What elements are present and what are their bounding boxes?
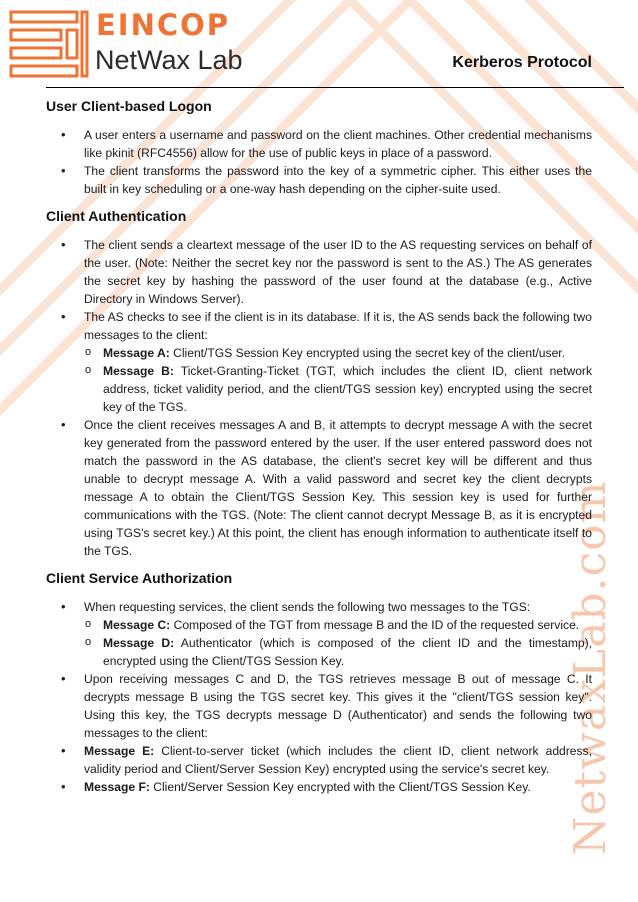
logo-subtitle-text: NetWax Lab — [95, 45, 243, 75]
list-item: • Upon receiving messages C and D, the TGS retrieves message B out of message C. It decrypts message B using the TGS secret key. This gives it the "client/TGS session key". Using this key, the TGS decrypts message D (Authenticator) and sends the following two messages to the client: — [46, 670, 592, 742]
logon-list — [46, 126, 592, 198]
service-auth-list — [46, 598, 592, 796]
sub-list-item — [84, 344, 592, 362]
section-title-client-auth: Client Authentication — [46, 208, 187, 224]
message-text: Ticket-Granting-Ticket (TGT, which includes the client ID, client network address, ticket validity period, and the client/TGS session key) encrypted using the secret key of the TGS. — [103, 364, 593, 414]
page-header — [0, 0, 638, 90]
list-item-text: When requesting services, the client sends the following two messages to the TGS: — [84, 600, 531, 614]
list-item — [46, 308, 592, 416]
message-text: Client/TGS Session Key encrypted using the secret key of the client/user. — [169, 346, 566, 360]
logo-brand-text: EINCOP — [96, 8, 231, 42]
message-text: Client/Server Session Key encrypted with the Client/TGS Session Key. — [149, 780, 531, 794]
section-title-logon: User Client-based Logon — [46, 98, 212, 114]
list-item: • The client sends a cleartext message of the user ID to the AS requesting services on behalf of the user. (Note: Neither the secret key nor the password is sent to the AS.) The AS generates the secret key by hashing the password of the user found at the database (e.g., Active Directory in Windows Server). — [46, 236, 592, 308]
message-label: Message C: — [103, 618, 171, 632]
message-label: Message E: — [84, 744, 155, 758]
eincop-logo-icon — [9, 10, 89, 78]
site-watermark: NetwaxLab.com — [565, 480, 616, 855]
sub-list — [84, 344, 592, 416]
list-item-text: The AS checks to see if the client is in its database. If it is, the AS sends back the following two messages to the client: — [84, 310, 592, 342]
sub-list-item — [84, 634, 592, 670]
message-label: Message B: — [103, 364, 174, 378]
document-title: Kerberos Protocol — [452, 54, 592, 71]
list-item — [46, 778, 592, 796]
message-text: Client-to-server ticket (which includes the client ID, client network address, validity period and Client/Server Session Key) encrypted using the service's secret key. — [84, 744, 592, 776]
header-divider — [46, 87, 624, 88]
message-label: Message A: — [103, 346, 170, 360]
message-label: Message F: — [84, 780, 150, 794]
list-item: • Once the client receives messages A and B, it attempts to decrypt message A with the secret key generated from the password entered by the user. If the user entered password does not match the password in the AS database, the client's secret key will be different and thus unable to decrypt message A. With a valid password and secret key the client decrypts message A to obtain the Client/TGS Session Key. This session key is used for further communications with the TGS. (Note: The client cannot decrypt Message B, as it is encrypted using TGS's secret key.) At this point, the client has enough information to authenticate itself to the TGS. — [46, 416, 592, 560]
message-label: Message D: — [103, 636, 175, 650]
sub-list-item — [84, 616, 592, 634]
list-item — [46, 742, 592, 778]
document-body — [46, 96, 592, 796]
message-text: Authenticator (which is composed of the client ID and the timestamp), encrypted using the Client/TGS Session Key. — [103, 636, 593, 668]
client-auth-list — [46, 236, 592, 560]
section-title-service-auth: Client Service Authorization — [46, 570, 233, 586]
list-item — [46, 598, 592, 670]
list-item: • A user enters a username and password on the client machines. Other credential mechanisms like pkinit (RFC4556) allow for the use of public keys in place of a password. — [46, 126, 592, 162]
list-item: • The client transforms the password into the key of a symmetric cipher. This either uses the built in key scheduling or a one-way hash depending on the cipher-suite used. — [46, 162, 592, 198]
message-text: Composed of the TGT from message B and the ID of the requested service. — [170, 618, 580, 632]
sub-list-item — [84, 362, 592, 416]
sub-list — [84, 616, 592, 670]
